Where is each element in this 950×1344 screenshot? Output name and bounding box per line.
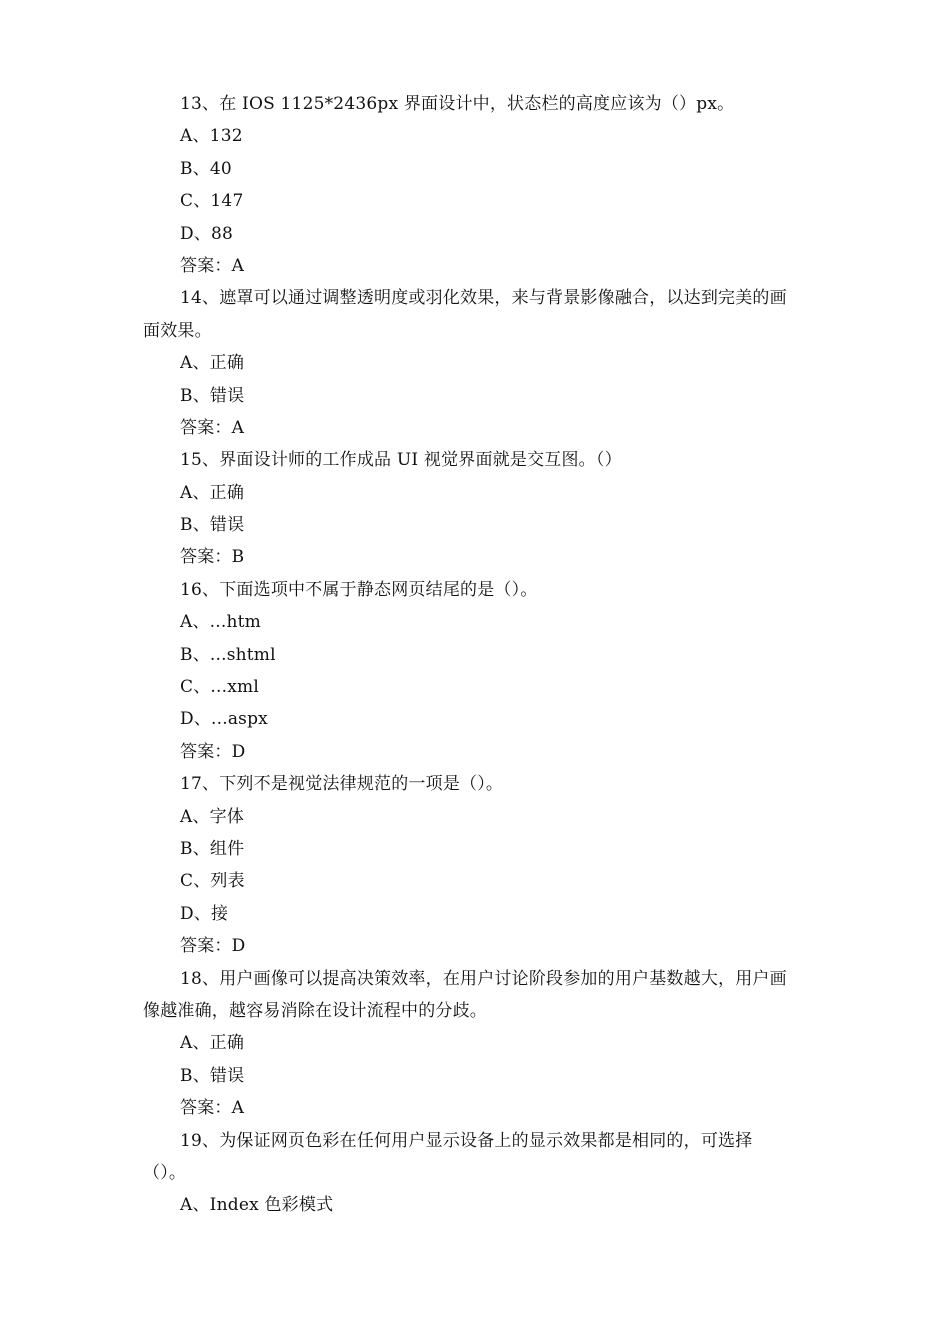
question-14-stem-continued: 面效果。	[143, 320, 212, 341]
question-14-stem: 14、遮罩可以通过调整透明度或羽化效果，来与背景影像融合，以达到完美的画	[180, 288, 787, 309]
question-16-option-c: C、...xml	[180, 677, 259, 698]
question-14-option-b: B、错误	[180, 385, 245, 406]
question-16-option-d: D、...aspx	[180, 709, 268, 730]
question-15-answer: 答案：B	[180, 547, 245, 568]
question-19-stem: 19、为保证网页色彩在任何用户显示设备上的显示效果都是相同的，可选择	[180, 1130, 753, 1151]
question-18-answer: 答案：A	[180, 1098, 245, 1119]
question-17-option-a: A、字体	[180, 806, 245, 827]
question-15-option-b: B、错误	[180, 515, 245, 536]
question-13-answer: 答案：A	[180, 255, 245, 276]
question-15-option-a: A、正确	[180, 482, 245, 503]
question-15-stem: 15、界面设计师的工作成品 UI 视觉界面就是交互图。（）	[180, 450, 622, 471]
question-18-stem: 18、用户画像可以提高决策效率，在用户讨论阶段参加的用户基数越大，用户画	[180, 968, 787, 989]
document-page	[0, 88, 950, 1222]
question-13-stem: 13、在 IOS 1125*2436px 界面设计中，状态栏的高度应该为（）px。	[180, 94, 735, 114]
question-17-option-b: B、组件	[180, 838, 245, 859]
question-18-option-a: A、正确	[180, 1033, 245, 1054]
question-13-option-b: B、40	[180, 158, 232, 179]
question-17-option-d: D、接	[180, 903, 229, 924]
question-13-option-c: C、147	[180, 191, 244, 212]
question-14-answer: 答案：A	[180, 417, 245, 438]
question-19-stem-continued: （）。	[143, 1162, 187, 1183]
question-16-stem: 16、下面选项中不属于静态网页结尾的是（）。	[180, 579, 538, 600]
question-16-option-b: B、...shtml	[180, 644, 276, 665]
question-18-option-b: B、错误	[180, 1065, 245, 1086]
question-18-stem-continued: 像越准确，越容易消除在设计流程中的分歧。	[143, 1000, 487, 1021]
question-16-option-a: A、...htm	[180, 612, 261, 633]
question-19-option-a: A、Index 色彩模式	[180, 1195, 334, 1216]
question-13-option-d: D、88	[180, 223, 234, 244]
question-17-answer: 答案：D	[180, 936, 246, 957]
question-13-option-a: A、132	[180, 126, 243, 147]
question-17-option-c: C、列表	[180, 871, 245, 892]
question-17-stem: 17、下列不是视觉法律规范的一项是（）。	[180, 774, 504, 795]
question-16-answer: 答案：D	[180, 741, 246, 762]
question-14-option-a: A、正确	[180, 353, 245, 374]
